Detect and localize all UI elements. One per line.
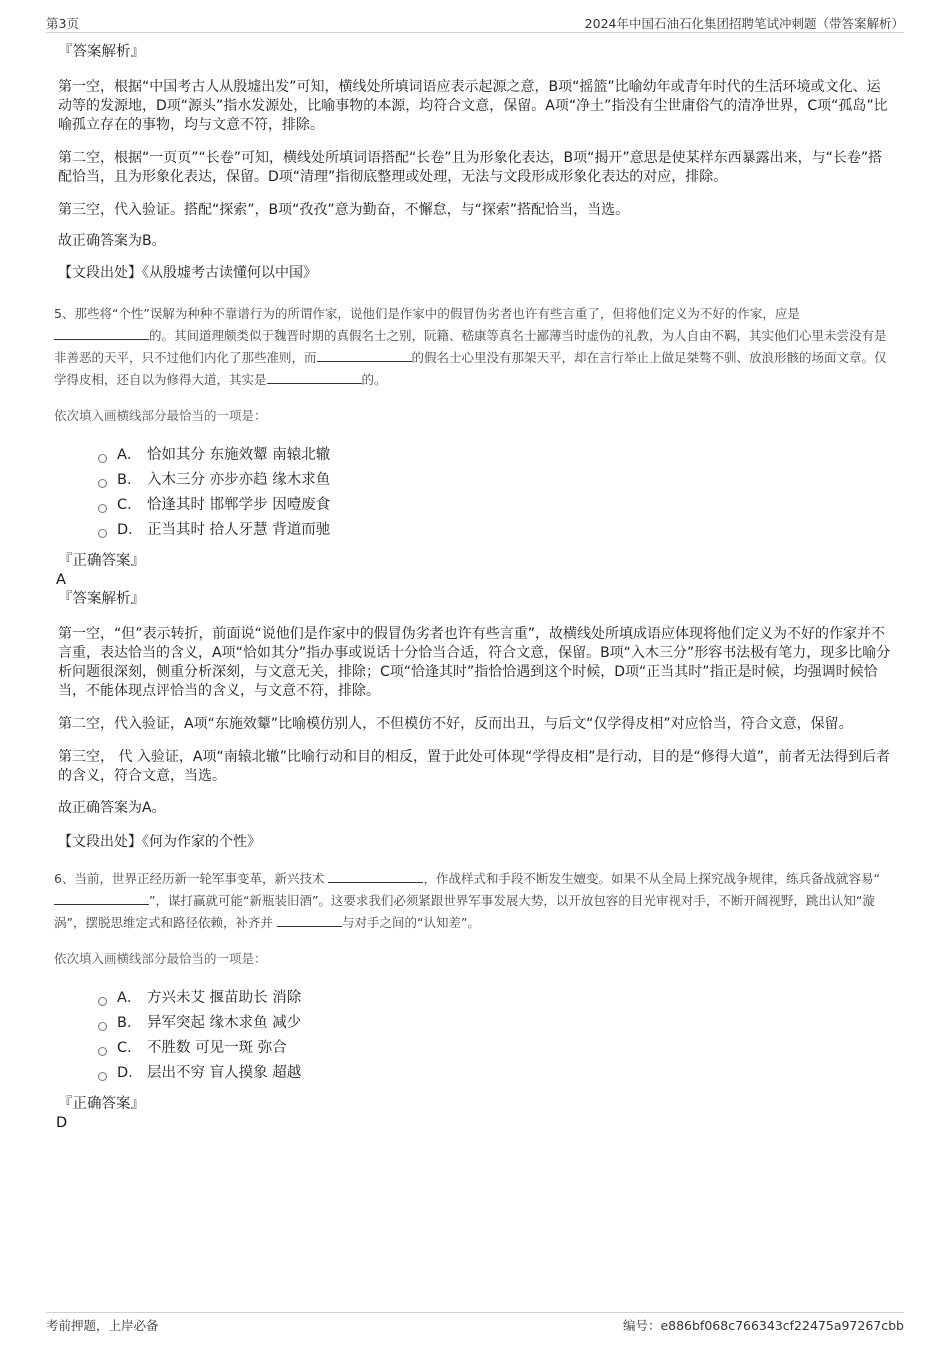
option-list <box>98 443 894 543</box>
passage-source: 【文段出处】《从殷墟考古读懂何以中国》 <box>58 265 317 281</box>
fill-blank <box>267 370 362 384</box>
radio-icon[interactable] <box>98 454 107 463</box>
analysis-paragraph: 第一空，“但”表示转折，前面说“说他们是作家中的假冒伪劣者也许有些言重”，故横线处所填成语应体现将他们定义为不好的作家并不言重，表达恰当的含义，A项“恰如其分”指办事或说话十分恰当合适，符合文意，保留。B项“入木三分”形容书法极有笔力，现多比喻分析问题很深刻，侧重分析深刻，与文意无关，排除；C项“恰逢其时”指恰恰遇到这个时候，D项“正当其时”指正是时候，均强调时候恰当，不能体现点评恰当的含义，与文意不符，排除。 <box>58 626 891 699</box>
fill-blank <box>317 348 412 362</box>
question-stem: 6、当前，世界正经历新一轮军事变革，新兴技术 ，作战样式和手段不断发生嬗变。如果不从全局上探究战争规律，练兵备战就容易“”，谋打赢就可能“新瓶装旧酒”。这要求我们必须紧跟世界军事发展大势，以开放包容的目光审视对手，不断开阔视野，跳出认知“漩涡”，摆脱思维定式和路径依赖，补齐并 与对手之间的“认知差”。 <box>54 871 880 930</box>
option-c[interactable]: C． 不胜数 可见一斑 弥合 <box>98 1036 894 1061</box>
fill-blank <box>277 913 342 927</box>
radio-icon[interactable] <box>98 1022 107 1031</box>
passage-source: 【文段出处】《何为作家的个性》 <box>58 834 261 850</box>
radio-icon[interactable] <box>98 529 107 538</box>
page-number: 第3页 <box>46 16 79 31</box>
radio-icon[interactable] <box>98 1072 107 1081</box>
option-list <box>98 986 894 1086</box>
option-b[interactable]: B． 异军突起 缘木求鱼 减少 <box>98 1011 894 1036</box>
radio-icon[interactable] <box>98 504 107 513</box>
question-prompt: 依次填入画横线部分最恰当的一项是： <box>54 408 267 423</box>
analysis-paragraph: 第一空，根据“中国考古人从殷墟出发”可知，横线处所填词语应表示起源之意，B项“摇篮”比喻幼年或青年时代的生活环境或文化、运动等的发源地，D项“源头”指水发源处，比喻事物的本源，均符合文意，保留。A项“净土”指没有尘世庸俗气的清净世界，C项“孤岛”比喻孤立存在的事物，均与文意不符，排除。 <box>58 79 888 133</box>
fill-blank <box>54 326 149 340</box>
fill-blank <box>328 869 423 883</box>
analysis-paragraph: 第二空，代入验证，A项“东施效颦”比喻模仿别人，不但模仿不好，反而出丑，与后文“仅学得皮相”对应恰当，符合文意，保留。 <box>58 716 853 732</box>
analysis-paragraph: 第三空，代入验证。搭配“探索”，B项“孜孜”意为勤奋，不懈怠，与“探索”搭配恰当，当选。 <box>58 202 630 218</box>
analysis-heading: 『答案解析』 <box>58 44 145 60</box>
question-stem: 5、那些将“个性”误解为种种不靠谱行为的所谓作家，说他们是作家中的假冒伪劣者也许有些言重了，但将他们定义为不好的作家，应是 的。其间道理颇类似于魏晋时期的真假名士之别，阮籍、嵇康等真名士鄙薄当时虚伪的礼教，为人自由不羁，其实他们心里未尝没有是非善恶的天平，只不过他们内化了那些准则，而 的假名士心里没有那架天平，却在言行举止上做足桀骜不驯、放浪形骸的场面文章。仅学得皮相，还自以为修得大道，其实是 的。 <box>54 306 887 387</box>
page-content <box>54 42 894 1132</box>
option-c[interactable]: C． 恰逢其时 邯郸学步 因噎废食 <box>98 493 894 518</box>
page-header <box>46 12 904 33</box>
option-d[interactable]: D． 层出不穷 盲人摸象 超越 <box>98 1061 894 1086</box>
document-title: 2024年中国石油石化集团招聘笔试冲刺题（带答案解析） <box>584 16 904 31</box>
footer-slogan: 考前押题，上岸必备 <box>46 1318 159 1333</box>
analysis-paragraph: 第三空， 代 入验证，A项“南辕北辙”比喻行动和目的相反，置于此处可体现“学得皮相”是行动，目的是“修得大道”，前者无法得到后者的含义，符合文意，当选。 <box>58 749 890 784</box>
analysis-paragraph: 第二空，根据“一页页”“长卷”可知，横线处所填词语搭配“长卷”且为形象化表达，B项“揭开”意思是使某样东西暴露出来，与“长卷”搭配恰当，且为形象化表达，保留。D项“清理”指彻底整理或处理，无法与文段形成形象化表达的对应，排除。 <box>58 150 883 185</box>
question-prompt: 依次填入画横线部分最恰当的一项是： <box>54 951 267 966</box>
correct-answer-heading: 『正确答案』 <box>58 1096 145 1112</box>
correct-answer-heading: 『正确答案』 <box>58 553 145 569</box>
document-id: 编号：e886bf068c766343cf22475a97267cbb <box>622 1318 904 1333</box>
option-a[interactable]: A． 方兴未艾 揠苗助长 消除 <box>98 986 894 1011</box>
option-d[interactable]: D． 正当其时 拾人牙慧 背道而驰 <box>98 518 894 543</box>
correct-answer: D <box>56 1115 68 1131</box>
correct-answer: A <box>56 572 66 588</box>
analysis-conclusion: 故正确答案为B。 <box>58 233 166 249</box>
analysis-conclusion: 故正确答案为A。 <box>58 800 166 816</box>
page-footer <box>46 1312 904 1333</box>
radio-icon[interactable] <box>98 997 107 1006</box>
analysis-heading: 『答案解析』 <box>58 591 145 607</box>
radio-icon[interactable] <box>98 479 107 488</box>
fill-blank <box>54 891 149 905</box>
radio-icon[interactable] <box>98 1047 107 1056</box>
option-b[interactable]: B． 入木三分 亦步亦趋 缘木求鱼 <box>98 468 894 493</box>
option-a[interactable]: A． 恰如其分 东施效颦 南辕北辙 <box>98 443 894 468</box>
